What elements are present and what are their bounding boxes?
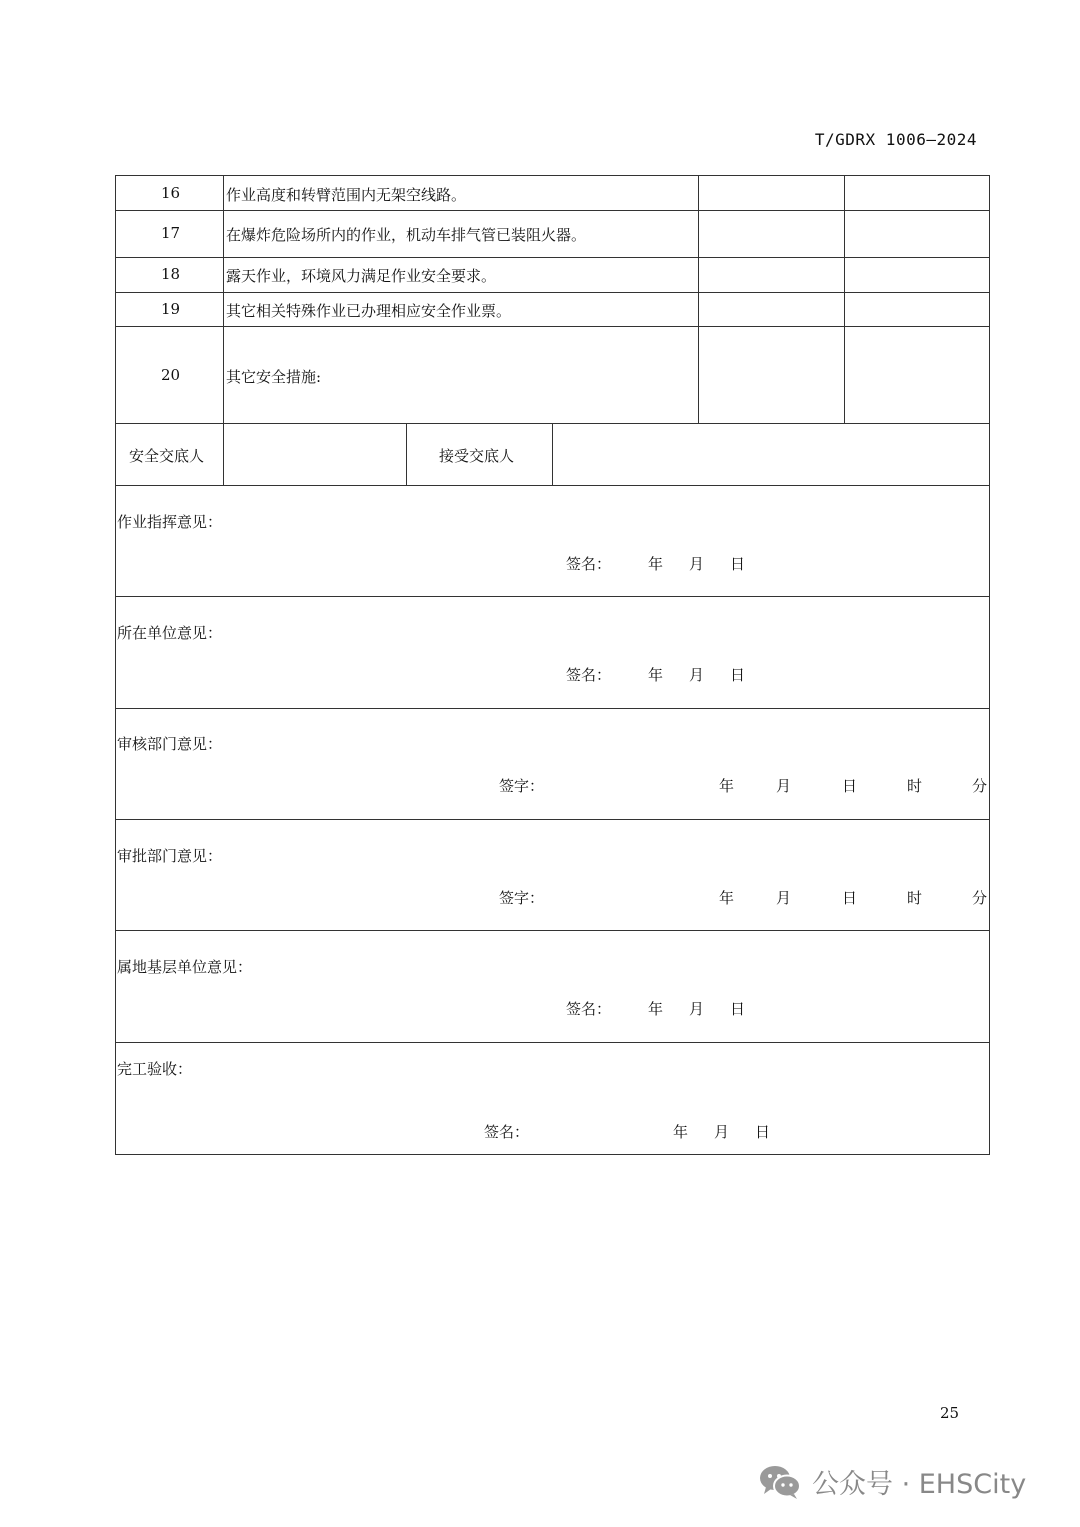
date-year-label: 年 <box>648 666 664 684</box>
document-code: T/GDRX 1006—2024 <box>814 130 977 149</box>
table-border-top <box>115 175 990 176</box>
date-month-label: 月 <box>776 889 792 907</box>
safety-briefer-label: 安全交底人 <box>129 447 205 465</box>
wechat-icon <box>758 1464 802 1500</box>
date-day-label: 日 <box>730 666 746 684</box>
watermark-text: 公众号 · EHSCity <box>812 1469 1027 1500</box>
page-number: 25 <box>940 1404 960 1422</box>
date-year-label: 年 <box>719 777 735 795</box>
row-number: 19 <box>161 300 181 318</box>
col-divider-no <box>223 175 224 485</box>
table-border-left <box>115 175 116 1155</box>
date-year-label: 年 <box>719 889 735 907</box>
date-month-label: 月 <box>776 777 792 795</box>
date-month-label: 月 <box>689 555 705 573</box>
row-item-text: 露天作业，环境风力满足作业安全要求。 <box>226 267 497 285</box>
row-divider <box>115 292 990 293</box>
date-year-label: 年 <box>673 1123 689 1141</box>
permit-form-table <box>115 175 990 1155</box>
date-month-label: 月 <box>714 1123 730 1141</box>
signature-label: 签名： <box>566 1000 612 1018</box>
row-divider <box>115 326 990 327</box>
row-divider <box>115 485 990 486</box>
section-title: 所在单位意见： <box>117 624 223 642</box>
table-border-right <box>989 175 990 1155</box>
signature-label: 签名： <box>484 1123 530 1141</box>
date-day-label: 日 <box>730 555 746 573</box>
time-minute-label: 分 <box>972 777 988 795</box>
section-divider <box>115 596 990 597</box>
row-number: 16 <box>161 184 181 202</box>
row-item-text: 在爆炸危险场所内的作业，机动车排气管已装阻火器。 <box>226 226 587 244</box>
section-divider <box>115 930 990 931</box>
row-divider <box>115 210 990 211</box>
row-item-text: 其它安全措施: <box>226 368 322 386</box>
signature-label: 签字： <box>499 889 545 907</box>
date-month-label: 月 <box>689 666 705 684</box>
briefing-receiver-label: 接受交底人 <box>439 447 515 465</box>
date-day-label: 日 <box>755 1123 771 1141</box>
time-minute-label: 分 <box>972 889 988 907</box>
signature-label: 签名： <box>566 666 612 684</box>
date-month-label: 月 <box>689 1000 705 1018</box>
handover-divider <box>552 423 553 485</box>
date-day-label: 日 <box>842 889 858 907</box>
row-divider <box>115 257 990 258</box>
row-item-text: 其它相关特殊作业已办理相应安全作业票。 <box>226 302 512 320</box>
col-divider-check-1 <box>698 175 699 423</box>
handover-divider <box>406 423 407 485</box>
watermark <box>758 1462 1026 1501</box>
section-divider <box>115 708 990 709</box>
row-number: 17 <box>161 224 181 242</box>
section-divider <box>115 1042 990 1043</box>
row-number: 18 <box>161 265 181 283</box>
section-title: 属地基层单位意见： <box>117 958 253 976</box>
date-year-label: 年 <box>648 555 664 573</box>
section-title: 审批部门意见： <box>117 847 223 865</box>
table-border-bottom <box>115 1154 990 1155</box>
section-divider <box>115 819 990 820</box>
date-day-label: 日 <box>842 777 858 795</box>
section-title: 作业指挥意见： <box>117 513 223 531</box>
col-divider-check-2 <box>844 175 845 423</box>
row-item-text: 作业高度和转臂范围内无架空线路。 <box>226 186 467 204</box>
row-number: 20 <box>161 366 181 384</box>
section-title: 完工验收： <box>117 1060 193 1078</box>
section-title: 审核部门意见： <box>117 735 223 753</box>
signature-label: 签名： <box>566 555 612 573</box>
signature-label: 签字： <box>499 777 545 795</box>
time-hour-label: 时 <box>907 889 923 907</box>
date-year-label: 年 <box>648 1000 664 1018</box>
date-day-label: 日 <box>730 1000 746 1018</box>
time-hour-label: 时 <box>907 777 923 795</box>
